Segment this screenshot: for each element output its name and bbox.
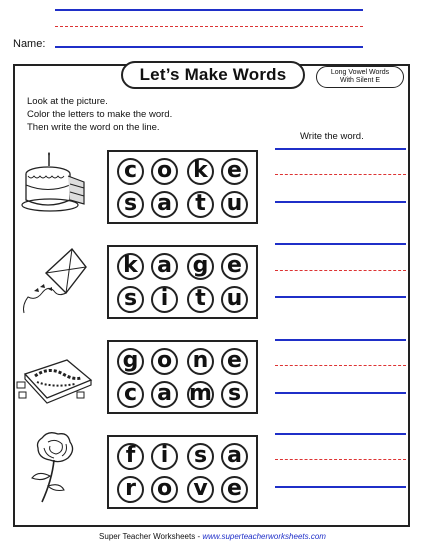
letter-circle[interactable]: s <box>221 381 248 408</box>
letter-circle[interactable]: a <box>151 253 178 280</box>
answer-line-3b[interactable] <box>275 392 406 394</box>
name-label: Name: <box>13 38 46 50</box>
letter-circle[interactable]: t <box>187 286 214 313</box>
answer-dash-1 <box>275 174 406 175</box>
letter-circle[interactable]: s <box>117 286 144 313</box>
instruction-2: Color the letters to make the word. <box>27 109 173 120</box>
instruction-3: Then write the word on the line. <box>27 122 160 133</box>
rose-icon <box>28 430 83 505</box>
answer-line-3a[interactable] <box>275 339 406 341</box>
letter-circle[interactable]: o <box>151 348 178 375</box>
letter-box-1 <box>107 150 258 224</box>
letter-circle[interactable]: r <box>117 476 144 503</box>
letter-circle[interactable]: o <box>151 158 178 185</box>
subtitle-line-2: With Silent E <box>339 77 381 84</box>
letter-circle[interactable]: g <box>117 348 144 375</box>
worksheet-title: Let’s Make Words <box>121 61 305 89</box>
letter-circle[interactable]: k <box>187 158 214 185</box>
letter-circle[interactable]: u <box>221 286 248 313</box>
letter-circle[interactable]: i <box>151 286 178 313</box>
letter-circle[interactable]: s <box>187 443 214 470</box>
letter-circle[interactable]: c <box>117 381 144 408</box>
letter-circle[interactable]: e <box>221 158 248 185</box>
top-line-1 <box>55 9 363 11</box>
letter-circle[interactable]: g <box>187 253 214 280</box>
worksheet-subtitle <box>316 66 404 88</box>
letter-circle[interactable]: e <box>221 476 248 503</box>
footer <box>0 532 425 541</box>
name-line[interactable] <box>55 46 363 48</box>
answer-line-2a[interactable] <box>275 243 406 245</box>
answer-line-4b[interactable] <box>275 486 406 488</box>
kite-icon <box>20 247 90 317</box>
letter-circle[interactable]: e <box>221 253 248 280</box>
letter-circle[interactable]: f <box>117 443 144 470</box>
top-dashed-line <box>55 26 363 27</box>
write-label: Write the word. <box>300 131 364 142</box>
letter-circle[interactable]: a <box>221 443 248 470</box>
letter-circle[interactable]: c <box>117 158 144 185</box>
game-board-icon <box>15 352 95 407</box>
letter-circle[interactable]: s <box>117 191 144 218</box>
letter-circle[interactable]: i <box>151 443 178 470</box>
footer-brand: Super Teacher Worksheets - <box>99 532 203 541</box>
letter-circle[interactable]: a <box>151 191 178 218</box>
answer-dash-2 <box>275 270 406 271</box>
letter-box-3 <box>107 340 258 414</box>
instruction-1: Look at the picture. <box>27 96 108 107</box>
letter-circle[interactable]: a <box>151 381 178 408</box>
answer-dash-3 <box>275 365 406 366</box>
answer-dash-4 <box>275 459 406 460</box>
letter-circle[interactable]: t <box>187 191 214 218</box>
answer-line-1b[interactable] <box>275 201 406 203</box>
letter-circle[interactable]: n <box>187 348 214 375</box>
letter-circle[interactable]: e <box>221 348 248 375</box>
answer-line-4a[interactable] <box>275 433 406 435</box>
footer-url[interactable]: www.superteacherworksheets.com <box>202 532 326 541</box>
cake-icon <box>18 152 88 214</box>
letter-circle[interactable]: m <box>187 381 214 408</box>
letter-circle[interactable]: v <box>187 476 214 503</box>
letter-box-2 <box>107 245 258 319</box>
letter-circle[interactable]: u <box>221 191 248 218</box>
letter-circle[interactable]: k <box>117 253 144 280</box>
answer-line-2b[interactable] <box>275 296 406 298</box>
subtitle-line-1: Long Vowel Words <box>330 69 390 76</box>
letter-circle[interactable]: o <box>151 476 178 503</box>
letter-box-4 <box>107 435 258 509</box>
answer-line-1a[interactable] <box>275 148 406 150</box>
